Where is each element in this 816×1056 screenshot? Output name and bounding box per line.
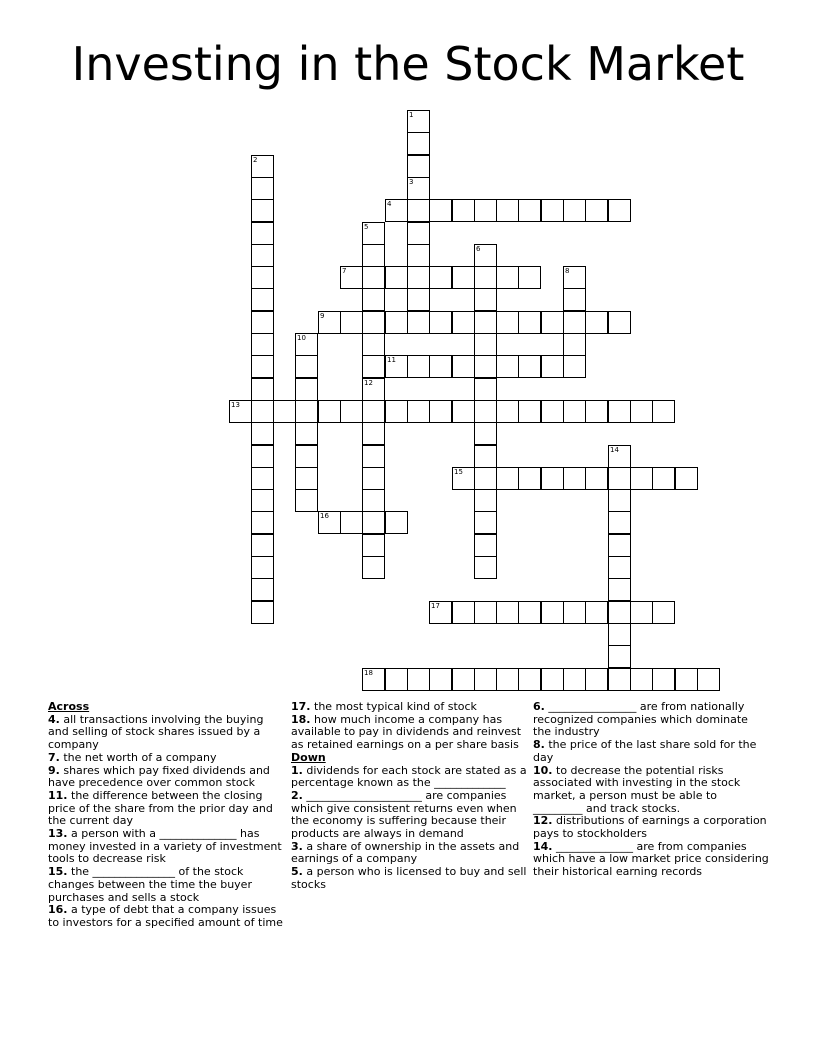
grid-cell[interactable]: [295, 400, 318, 423]
grid-cell[interactable]: [630, 400, 653, 423]
grid-cell[interactable]: [563, 668, 586, 691]
grid-cell[interactable]: [362, 288, 385, 311]
grid-cell[interactable]: [585, 311, 608, 334]
grid-cell[interactable]: [251, 333, 274, 356]
clue-number-label: 11.: [48, 788, 68, 802]
clue-number: 7: [342, 267, 347, 275]
clue-number: 17: [431, 602, 440, 610]
grid-cell[interactable]: [385, 266, 408, 289]
clue-item: [533, 841, 769, 879]
grid-cell[interactable]: [251, 467, 274, 490]
grid-cell[interactable]: [429, 668, 452, 691]
grid-cell[interactable]: [362, 511, 385, 534]
grid-cell[interactable]: [518, 199, 541, 222]
clue-number-label: 16.: [48, 903, 68, 917]
clue-number: 4: [387, 200, 392, 208]
grid-cell[interactable]: [452, 400, 475, 423]
grid-cell[interactable]: [496, 355, 519, 378]
grid-cell[interactable]: [474, 355, 497, 378]
clue-number-label: 1.: [291, 763, 303, 777]
grid-cell[interactable]: [429, 355, 452, 378]
grid-cell[interactable]: [295, 467, 318, 490]
grid-cell[interactable]: [251, 511, 274, 534]
clue-text: a type of debt that a company issues to investors for a specified amount of time: [48, 903, 283, 929]
grid-cell[interactable]: [251, 378, 274, 401]
grid-cell[interactable]: [518, 601, 541, 624]
grid-cell[interactable]: [675, 668, 698, 691]
grid-cell[interactable]: [675, 467, 698, 490]
grid-cell[interactable]: [407, 244, 430, 267]
grid-cell[interactable]: [474, 288, 497, 311]
grid-cell[interactable]: [474, 668, 497, 691]
grid-cell[interactable]: [407, 222, 430, 245]
clue-number: 9: [320, 312, 325, 320]
clue-number-label: 18.: [291, 712, 311, 726]
grid-cell[interactable]: [362, 556, 385, 579]
grid-cell[interactable]: [251, 288, 274, 311]
grid-cell[interactable]: [652, 467, 675, 490]
clue-item: [48, 714, 284, 752]
grid-cell[interactable]: [251, 400, 274, 423]
down-heading: Down: [291, 750, 326, 764]
clue-text: ________________ are from nationally recognized companies which dominate the industry: [533, 700, 748, 739]
clue-item: [533, 739, 769, 764]
grid-cell[interactable]: [474, 511, 497, 534]
grid-cell[interactable]: [251, 311, 274, 334]
grid-cell[interactable]: [585, 601, 608, 624]
clue-number: 3: [409, 178, 414, 186]
clue-text: the most typical kind of stock: [314, 700, 477, 713]
grid-cell[interactable]: [474, 601, 497, 624]
clue-item: [48, 828, 284, 866]
grid-cell[interactable]: [340, 511, 363, 534]
grid-cell[interactable]: [652, 400, 675, 423]
grid-cell[interactable]: [585, 668, 608, 691]
grid-cell[interactable]: [385, 199, 408, 222]
grid-cell[interactable]: [541, 311, 564, 334]
grid-cell[interactable]: [362, 311, 385, 334]
grid-cell[interactable]: [518, 266, 541, 289]
grid-cell[interactable]: [340, 266, 363, 289]
grid-cell[interactable]: [474, 333, 497, 356]
grid-cell[interactable]: [407, 266, 430, 289]
grid-cell[interactable]: [452, 311, 475, 334]
clue-item: [291, 765, 527, 790]
clue-number-label: 14.: [533, 839, 553, 853]
clue-number-label: 9.: [48, 763, 60, 777]
grid-cell[interactable]: [251, 534, 274, 557]
grid-cell[interactable]: [362, 222, 385, 245]
grid-cell[interactable]: [518, 467, 541, 490]
grid-cell[interactable]: [563, 400, 586, 423]
grid-cell[interactable]: [608, 578, 631, 601]
clue-text: _____________________ are companies which give consistent returns even when the economy is suffering because their products are always in demand: [291, 788, 517, 841]
grid-cell[interactable]: [407, 110, 430, 133]
grid-cell[interactable]: [474, 378, 497, 401]
grid-cell[interactable]: [652, 601, 675, 624]
grid-cell[interactable]: [563, 311, 586, 334]
grid-cell[interactable]: [340, 400, 363, 423]
grid-cell[interactable]: [251, 422, 274, 445]
clue-text: a person with a ______________ has money invested in a variety of investment tools to decrease risk: [48, 827, 282, 866]
clue-number-label: 7.: [48, 750, 60, 764]
grid-cell[interactable]: [318, 311, 341, 334]
grid-cell[interactable]: [496, 668, 519, 691]
grid-cell[interactable]: [518, 400, 541, 423]
grid-cell[interactable]: [295, 422, 318, 445]
clue-item: [533, 701, 769, 739]
clue-text: to decrease the potential risks associated with investing in the stock market, a person must be able to _________ and track stocks.: [533, 763, 741, 815]
grid-cell[interactable]: [474, 556, 497, 579]
clue-number: 6: [476, 245, 481, 253]
grid-cell[interactable]: [608, 445, 631, 468]
grid-cell[interactable]: [496, 199, 519, 222]
grid-cell[interactable]: [474, 445, 497, 468]
grid-cell[interactable]: [385, 355, 408, 378]
grid-cell[interactable]: [407, 311, 430, 334]
grid-cell[interactable]: [429, 601, 452, 624]
clue-number-label: 5.: [291, 865, 303, 879]
grid-cell[interactable]: [407, 199, 430, 222]
grid-cell[interactable]: [385, 668, 408, 691]
grid-cell[interactable]: [251, 578, 274, 601]
clue-text: how much income a company has available to pay in dividends and reinvest as retained earnings on a per share basis: [291, 712, 522, 752]
clue-number: 13: [231, 401, 240, 409]
grid-cell[interactable]: [362, 445, 385, 468]
clues-column-1: [48, 701, 284, 930]
grid-cell[interactable]: [608, 467, 631, 490]
grid-cell[interactable]: [452, 199, 475, 222]
grid-cell[interactable]: [295, 489, 318, 512]
clue-text: dividends for each stock are stated as a percentage known as the _____________: [291, 763, 527, 790]
grid-cell[interactable]: [429, 266, 452, 289]
grid-cell[interactable]: [385, 400, 408, 423]
clue-text: the _______________ of the stock changes between the time the buyer purchases and sells a stock: [48, 865, 252, 904]
grid-cell[interactable]: [518, 668, 541, 691]
grid-cell[interactable]: [697, 668, 720, 691]
grid-cell[interactable]: [251, 222, 274, 245]
clue-item: [48, 904, 284, 929]
grid-cell[interactable]: [452, 355, 475, 378]
clue-text: the net worth of a company: [63, 750, 217, 764]
clue-number-label: 17.: [291, 700, 311, 713]
clue-number: 15: [454, 468, 463, 476]
grid-cell[interactable]: [630, 467, 653, 490]
grid-cell[interactable]: [563, 467, 586, 490]
grid-cell[interactable]: [318, 511, 341, 534]
clue-number: 8: [565, 267, 570, 275]
grid-cell[interactable]: [585, 400, 608, 423]
clue-number: 1: [409, 111, 414, 119]
clue-number-label: 4.: [48, 712, 60, 726]
grid-cell[interactable]: [541, 199, 564, 222]
clue-item: [533, 765, 769, 816]
across-heading: Across: [48, 700, 90, 713]
grid-cell[interactable]: [407, 668, 430, 691]
clue-number-label: 15.: [48, 865, 68, 879]
grid-cell[interactable]: [340, 311, 363, 334]
grid-cell[interactable]: [563, 355, 586, 378]
grid-cell[interactable]: [608, 311, 631, 334]
grid-cell[interactable]: [362, 378, 385, 401]
grid-cell[interactable]: [474, 534, 497, 557]
grid-cell[interactable]: [362, 400, 385, 423]
grid-cell[interactable]: [474, 467, 497, 490]
clue-number: 12: [364, 379, 373, 387]
grid-cell[interactable]: [496, 467, 519, 490]
grid-cell[interactable]: [474, 266, 497, 289]
clue-item: [291, 790, 527, 841]
grid-cell[interactable]: [385, 311, 408, 334]
clue-text: the price of the last share sold for the day: [533, 738, 757, 764]
grid-cell[interactable]: [474, 311, 497, 334]
grid-cell[interactable]: [652, 668, 675, 691]
clue-item: [48, 866, 284, 904]
grid-cell[interactable]: [608, 534, 631, 557]
clue-number: 2: [253, 156, 258, 164]
clue-text: all transactions involving the buying and selling of stock shares issued by a company: [48, 712, 264, 752]
grid-cell[interactable]: [407, 400, 430, 423]
grid-cell[interactable]: [251, 244, 274, 267]
grid-cell[interactable]: [541, 668, 564, 691]
clue-item: [291, 714, 527, 752]
clue-item: [48, 765, 284, 790]
clue-text: ______________ are from companies which have a low market price considering their historical earning records: [533, 839, 769, 879]
grid-cell[interactable]: [474, 489, 497, 512]
grid-cell[interactable]: [407, 355, 430, 378]
grid-cell[interactable]: [385, 511, 408, 534]
grid-cell[interactable]: [362, 333, 385, 356]
grid-cell[interactable]: [608, 400, 631, 423]
grid-cell[interactable]: [496, 601, 519, 624]
grid-cell[interactable]: [563, 333, 586, 356]
clues-column-3: [533, 701, 769, 879]
grid-cell[interactable]: [251, 177, 274, 200]
grid-cell[interactable]: [608, 623, 631, 646]
page-title: Investing in the Stock Market: [71, 37, 745, 91]
clue-item: [48, 790, 284, 828]
grid-cell[interactable]: [251, 266, 274, 289]
grid-cell[interactable]: [563, 266, 586, 289]
grid-cell[interactable]: [362, 534, 385, 557]
grid-cell[interactable]: [518, 355, 541, 378]
grid-cell[interactable]: [608, 601, 631, 624]
grid-cell[interactable]: [563, 288, 586, 311]
grid-cell[interactable]: [541, 400, 564, 423]
clue-number: 18: [364, 669, 373, 677]
clue-text: the difference between the closing price of the share from the prior day and the current day: [48, 788, 273, 828]
clue-number-label: 8.: [533, 738, 545, 752]
clue-number: 10: [297, 334, 306, 342]
grid-cell[interactable]: [295, 355, 318, 378]
grid-cell[interactable]: [474, 400, 497, 423]
grid-cell[interactable]: [563, 199, 586, 222]
clue-text: a person who is licensed to buy and sell stocks: [291, 865, 527, 891]
grid-cell[interactable]: [295, 333, 318, 356]
grid-cell[interactable]: [541, 355, 564, 378]
grid-cell[interactable]: [362, 668, 385, 691]
grid-cell[interactable]: [474, 199, 497, 222]
grid-cell[interactable]: [541, 601, 564, 624]
grid-cell[interactable]: [630, 601, 653, 624]
clue-text: distributions of earnings a corporation pays to stockholders: [533, 814, 767, 841]
clue-number-label: 13.: [48, 827, 68, 841]
grid-cell[interactable]: [362, 489, 385, 512]
grid-cell[interactable]: [496, 311, 519, 334]
grid-cell[interactable]: [541, 467, 564, 490]
grid-cell[interactable]: [563, 601, 586, 624]
clue-number-label: 2.: [291, 788, 303, 802]
clue-item: [291, 866, 527, 891]
grid-cell[interactable]: [251, 556, 274, 579]
grid-cell[interactable]: [452, 467, 475, 490]
grid-cell[interactable]: [429, 199, 452, 222]
grid-cell[interactable]: [362, 422, 385, 445]
clue-number: 5: [364, 223, 369, 231]
grid-cell[interactable]: [496, 400, 519, 423]
grid-cell[interactable]: [407, 155, 430, 178]
grid-cell[interactable]: [608, 199, 631, 222]
grid-cell[interactable]: [585, 467, 608, 490]
grid-cell[interactable]: [229, 400, 252, 423]
grid-cell[interactable]: [251, 445, 274, 468]
grid-cell[interactable]: [608, 668, 631, 691]
clue-number: 11: [387, 356, 396, 364]
grid-cell[interactable]: [251, 601, 274, 624]
grid-cell[interactable]: [362, 244, 385, 267]
grid-cell[interactable]: [362, 355, 385, 378]
grid-cell[interactable]: [251, 199, 274, 222]
grid-cell[interactable]: [295, 378, 318, 401]
clue-text: a share of ownership in the assets and earnings of a company: [291, 839, 520, 866]
clue-number: 14: [610, 446, 619, 454]
grid-cell[interactable]: [474, 244, 497, 267]
grid-cell[interactable]: [496, 266, 519, 289]
grid-cell[interactable]: [452, 266, 475, 289]
grid-cell[interactable]: [362, 467, 385, 490]
grid-cell[interactable]: [585, 199, 608, 222]
grid-cell[interactable]: [630, 668, 653, 691]
grid-cell[interactable]: [452, 601, 475, 624]
grid-cell[interactable]: [429, 311, 452, 334]
grid-cell[interactable]: [407, 177, 430, 200]
clue-number-label: 3.: [291, 839, 303, 853]
clue-number-label: 12.: [533, 814, 553, 828]
clue-number: 16: [320, 512, 329, 520]
grid-cell[interactable]: [407, 288, 430, 311]
clue-text: shares which pay fixed dividends and have precedence over common stock: [48, 763, 270, 790]
clues-column-2: [291, 701, 527, 892]
grid-cell[interactable]: [452, 668, 475, 691]
grid-cell[interactable]: [474, 422, 497, 445]
grid-cell[interactable]: [429, 400, 452, 423]
grid-cell[interactable]: [407, 132, 430, 155]
grid-cell[interactable]: [251, 489, 274, 512]
grid-cell[interactable]: [608, 511, 631, 534]
grid-cell[interactable]: [295, 445, 318, 468]
clue-number-label: 6.: [533, 700, 545, 713]
clue-item: [533, 815, 769, 840]
grid-cell[interactable]: [608, 556, 631, 579]
grid-cell[interactable]: [362, 266, 385, 289]
clue-item: [291, 841, 527, 866]
grid-cell[interactable]: [608, 645, 631, 668]
grid-cell[interactable]: [608, 489, 631, 512]
grid-cell[interactable]: [273, 400, 296, 423]
grid-cell[interactable]: [518, 311, 541, 334]
clue-number-label: 10.: [533, 763, 553, 777]
grid-cell[interactable]: [251, 155, 274, 178]
grid-cell[interactable]: [251, 355, 274, 378]
grid-cell[interactable]: [318, 400, 341, 423]
